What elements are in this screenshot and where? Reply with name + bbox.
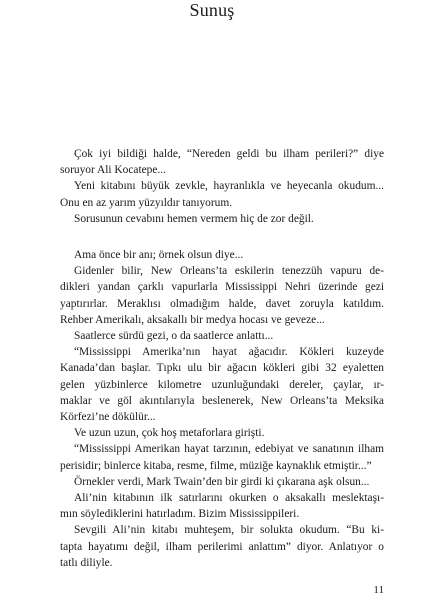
text-line: maklar ve göl akıntılarıyla beslenerek, New Orleans’ta Meksika: [60, 394, 384, 407]
text-line: gelen yüzbinlerce kilometre uzunluğundaki dereler, çaylar, ır-: [60, 378, 384, 391]
text-line: Sorusunun cevabını hemen vermem hiç de zor değil.: [74, 212, 314, 225]
text-line: yaptırırlar. Meraklısı olmadığım halde, davet zoruyla katıldım.: [60, 297, 384, 310]
text-line: Ama önce bir anı; örnek olsun diye...: [74, 249, 244, 262]
text-line: “Mississippi Amerikan hayat tarzının, edebiyat ve sanatının ilham: [74, 443, 384, 456]
text-line: Kanada’dan başlar. Tıpkı ulu bir ağacın kökleri gibi 32 eyaletten: [60, 362, 384, 375]
text-line: soruyor Ali Kocatepe...: [60, 164, 166, 177]
page-title: Sunuş: [189, 0, 235, 20]
body-text: [60, 146, 384, 571]
text-line: Yeni kitabını büyük zevkle, hayranlıkla ve heyecanla okudum...: [74, 180, 384, 193]
text-line: Sevgili Ali’nin kitabı muhteşem, bir solukta okudum. “Bu ki-: [74, 524, 384, 537]
text-line: Gidenler bilir, New Orleans’ta eskilerin tenezzüh vapuru de-: [74, 265, 384, 278]
text-line: “Mississippi Amerika’nın hayat ağacıdır. Kökleri kuzeyde: [74, 346, 384, 359]
text-line: Onu en az yarım yüzyıldır tanıyorum.: [60, 196, 233, 209]
text-line: mın söylediklerini hatırladım. Bizim Mississippileri.: [60, 508, 300, 521]
text-line: Ve uzun uzun, çok hoş metaforlara girişti.: [74, 427, 265, 440]
page-number: 11: [373, 584, 384, 596]
text-line: Çok iyi bildiği halde, “Nereden geldi bu ilham perileri?” diye: [74, 148, 384, 160]
text-line: dikleri yandan çarklı vapurlarla Mississippi Nehri üzerinde gezi: [60, 281, 384, 294]
text-line: tatlı diliyle.: [60, 556, 113, 569]
text-line: perisidir; binlerce kitaba, resme, filme, müziğe kaynaklık etmiştir...”: [60, 459, 372, 472]
text-line: Körfezi’ne dökülür...: [60, 411, 156, 424]
text-line: tapta hayatımı değil, ilham perilerimi anlattım” diyor. Anlatıyor o: [60, 540, 384, 553]
text-line: Saatlerce sürdü gezi, o da saatlerce anlattı...: [74, 330, 274, 343]
text-line: Rehber Amerikalı, aksakallı bir medya hocası ve geveze...: [60, 313, 325, 326]
text-line: Örnekler verdi, Mark Twain’den bir girdi ki çıkarana aşk olsun...: [74, 475, 370, 488]
text-line: Ali’nin kitabının ilk satırlarını okurken o aksakallı meslektaşı-: [74, 492, 384, 505]
paragraph-gap: [60, 227, 384, 247]
